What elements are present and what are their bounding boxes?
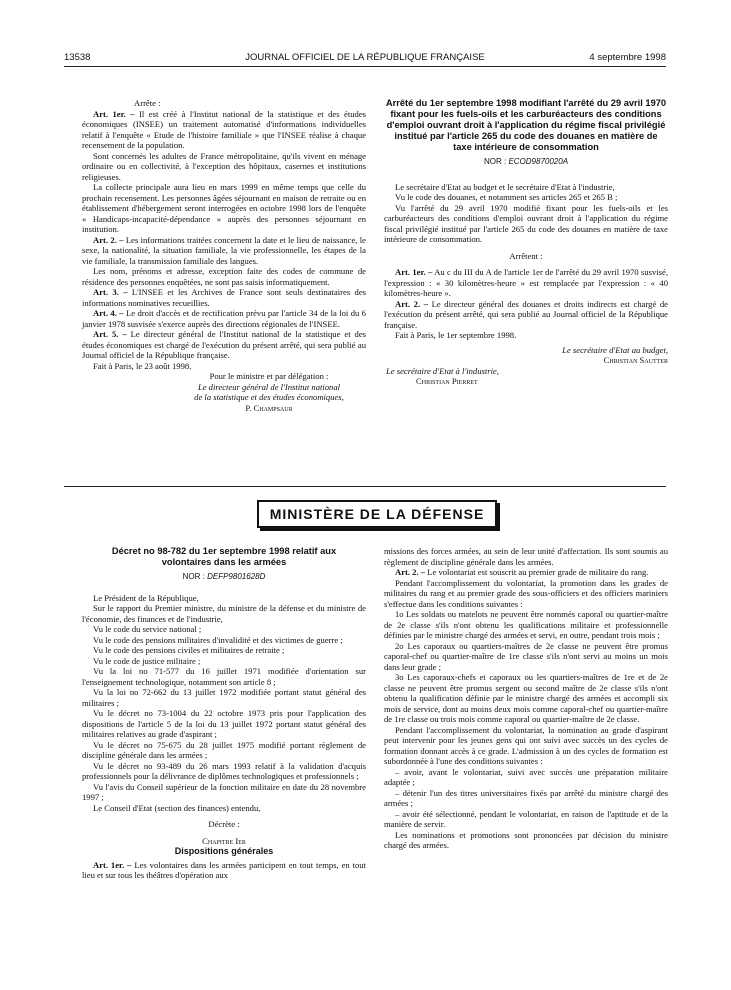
chapter-heading: Chapitre Ier — [202, 835, 246, 846]
paragraph: Vu le code des douanes, et notamment ses articles 265 et 265 B ; — [395, 192, 618, 202]
arrete-heading: Arrête : — [134, 98, 161, 108]
section-rule — [64, 486, 666, 487]
paragraph: Le secrétaire d'Etat au budget et le secrétaire d'Etat à l'industrie, — [395, 181, 615, 192]
signature-date: Fait à Paris, le 1er septembre 1998. — [395, 330, 517, 340]
list-item: – avoir, avant le volontariat, suivi avec succès une préparation militaire adaptée ; — [384, 766, 668, 787]
decrete-heading: Décrète : — [208, 819, 240, 829]
article-1: Art. 1er. – Il est créé à l'Institut national de la statistique et des études économiques (INSEE) un traitement automatisé d'informations individuelles relatif à l'enquête « Etude de l'histoire familiale » que l'INSEE réalise à chaque recensement de la population. — [82, 108, 366, 150]
ministry-heading: MINISTÈRE DE LA DÉFENSE — [257, 500, 497, 528]
paragraph: Vu l'arrêté du 29 avril 1970 modifié fixant pour les fuels-oils et les carburéacteurs des conditions d'emploi ouvrant droit à l'application du régime fiscal privilégié institué par l'article 265 du code des douanes en matière de taxe intérieure de consommation. — [384, 202, 668, 244]
signature-date: Fait à Paris, le 23 août 1998. — [93, 360, 192, 371]
article-2: Art. 2. – Les informations traitées concernent la date et le lieu de naissance, le sexe, la nationalité, la situation familiale, la vie professionnelle, les étapes de la vie familiale, la transmission familiale des langues. — [82, 234, 366, 266]
issue-date: 4 septembre 1998 — [589, 52, 666, 63]
visa: Vu l'avis du Conseil supérieur de la fonction militaire en date du 28 novembre 1997 ; — [82, 781, 366, 802]
signature-line: Le directeur général de l'Institut national — [197, 381, 341, 392]
decret-column-left — [82, 546, 366, 881]
list-item: 3o Les caporaux-chefs et caporaux ou les quartiers-maîtres de 1re et de 2e classe ne peuvent être promus sergent ou second maître de 2e classe s'ils n'ont obtenu la qualification définie par le ministre chargé des armées et accompli six mois de service, dont au moins deux mois comme caporal-chef ou quartier-maître de 1re classe ou trois mois comme caporal ou quartier-maître de 2e classe. — [384, 672, 668, 724]
article-2: Art. 2. – Le volontariat est souscrit au premier grade de militaire du rang. — [395, 567, 649, 577]
nor-reference: NOR : DEFP9801628D — [182, 572, 266, 581]
douanes-arrete-column — [384, 98, 668, 387]
page-header — [64, 52, 666, 66]
article-1: Art. 1er. – Les volontaires dans les armées participent en tout temps, en tout lieu et sur tous les théâtres d'opération aux — [82, 859, 366, 880]
arretent-heading: Arrêtent : — [509, 250, 543, 261]
visa: Vu la loi no 71-577 du 16 juillet 1971 modifiée d'orientation sur l'enseignement technologique, notamment son article 8 ; — [82, 666, 366, 687]
page-number: 13538 — [64, 52, 91, 63]
paragraph: Pendant l'accomplissement du volontariat, la promotion dans les grades de militaires du rang et au premier grade des sous-officiers et des officiers mariniers s'effectue dans les conditions suivantes : — [384, 577, 668, 609]
chapter-title: Dispositions générales — [174, 846, 274, 856]
paragraph: Les nom, prénoms et adresse, exception faite des codes de commune de résidence des personnes enquêtées, ne sont pas saisis informatiquement. — [82, 266, 366, 287]
visa: Le Conseil d'Etat (section des finances) entendu, — [93, 802, 261, 813]
visa: Vu le code de justice militaire ; — [93, 655, 201, 666]
visa: Vu le code des pensions militaires d'invalidité et des victimes de guerre ; — [93, 634, 343, 645]
signature-line: de la statistique et des études économiques, — [194, 392, 344, 402]
insee-arrete-column — [82, 98, 366, 413]
journal-title: JOURNAL OFFICIEL DE LA RÉPUBLIQUE FRANÇAISE — [245, 52, 485, 63]
visa: Sur le rapport du Premier ministre, du ministre de la défense et du ministre de l'économie, des finances et de l'industrie, — [82, 603, 366, 624]
visa: Vu le décret no 73-1004 du 22 octobre 1973 pris pour l'application des dispositions de l'article 5 de la loi du 13 juillet 1972 portant statut général des militaires relatives au grade d'aspirant ; — [82, 708, 366, 739]
article-4: Art. 4. – Le droit d'accès et de rectification prévu par l'article 34 de la loi du 6 janvier 1978 susvisée s'exerce auprès des directions régionales de l'INSEE. — [82, 308, 366, 329]
paragraph: Pendant l'accomplissement du volontariat, la nomination au grade d'aspirant peut intervenir pour les jeunes gens qui ont suivi avec succès un des cycles de formation donnant accès à ce grade. L'admission à un des cycles de formation est subordonnée à l'une des conditions suivantes : — [384, 724, 668, 766]
article-2: Art. 2. – Le directeur général des douanes et droits indirects est chargé de l'exécution du présent arrêté, qui sera publié au Journal officiel de la République française. — [384, 298, 668, 330]
paragraph: Sont concernés les adultes de France métropolitaine, qu'ils vivent en ménage ordinaire ou en collectivité, à l'exception des hôpitaux, casernes et institutions religieuses. — [82, 150, 366, 182]
visa: Vu le décret no 75-675 du 28 juillet 1975 modifié portant règlement de discipline générale dans les armées ; — [82, 739, 366, 760]
signature-line: Le secrétaire d'Etat à l'industrie, — [386, 365, 499, 376]
visa: Le Président de la République, — [93, 592, 199, 603]
paragraph: Les nominations et promotions sont prononcées par décision du ministre chargé des armées. — [384, 829, 668, 850]
decret-column-right — [384, 546, 668, 851]
visa: Vu la loi no 72-662 du 13 juillet 1972 modifiée portant statut général des militaires ; — [82, 687, 366, 708]
signatory-name: P. Champsaur — [245, 402, 293, 413]
visa: Vu le code des pensions civiles et militaires de retraite ; — [93, 645, 285, 655]
header-rule — [64, 66, 666, 67]
article-3: Art. 3. – L'INSEE et les Archives de France sont seuls destinataires des informations nominatives recueillies. — [82, 287, 366, 308]
decret-title: Décret no 98-782 du 1er septembre 1998 relatif aux volontaires dans les armées — [111, 546, 337, 567]
list-item: – détenir l'un des titres universitaires fixés par arrêté du ministre chargé des armées ; — [384, 787, 668, 808]
paragraph: La collecte principale aura lieu en mars 1999 en même temps que celle du prochain recensement. Les personnes âgées séjournant en maison de retraite ou en établissement d'hébergement seront interrogées en octobre 1998 lors de l'enquête « Handicaps-incapacité-dépendance » auprès des personnes séjournant en institution. — [82, 182, 366, 234]
visa: Vu le code du service national ; — [93, 624, 202, 634]
list-item: 1o Les soldats ou matelots ne peuvent être nommés caporal ou quartier-maître de 2e classe s'ils n'ont obtenu les qualifications militaire et professionnelle définies par le ministre chargé des armées et servi, en outre, pendant trois mois ; — [384, 609, 668, 640]
article-5: Art. 5. – Le directeur général de l'Institut national de la statistique et des études économiques est chargé de l'exécution du présent arrêté, qui sera publié au Journal officiel de la République française. — [82, 329, 366, 360]
list-item: 2o Les caporaux ou quartiers-maîtres de 2e classe ne peuvent être promus caporal-chef ou quartier-maître de 1re classe s'ils n'ont servi au moins un mois dans leur grade ; — [384, 640, 668, 672]
signatory-name: Christian Sautter — [603, 355, 668, 365]
visa: Vu le décret no 93-489 du 26 mars 1993 relatif à la validation d'acquis professionnels pour la délivrance de diplômes technologiques et professionnels ; — [82, 760, 366, 781]
arrete-title: Arrêté du 1er septembre 1998 modifiant l'arrêté du 29 avril 1970 fixant pour les fuels-oils et les carburéacteurs des conditions d'emploi ouvrant droit à l'application du régime fiscal privilégié institué par l'article 265 du code des douanes en matière de taxe intérieure de consommation — [385, 98, 667, 152]
signature-line: Pour le ministre et par délégation : — [209, 371, 329, 381]
article-1: Art. 1er. – Au c du III du A de l'article 1er de l'arrêté du 29 avril 1970 susvisé, l'expression : « 30 kilomètres-heure » est remplacée par l'expression : « 40 kilomètres-heure ». — [384, 267, 668, 298]
paragraph: missions des forces armées, au sein de leur unité d'affectation. Ils sont soumis au règlement de discipline générale dans les armées. — [384, 546, 668, 567]
signatory-name: Christian Pierret — [416, 376, 478, 386]
signature-line: Le secrétaire d'Etat au budget, — [562, 344, 668, 355]
nor-reference: NOR : ECOD9870020A — [483, 157, 569, 166]
list-item: – avoir été sélectionné, pendant le volontariat, en raison de l'aptitude et de la manière de servir. — [384, 808, 668, 829]
